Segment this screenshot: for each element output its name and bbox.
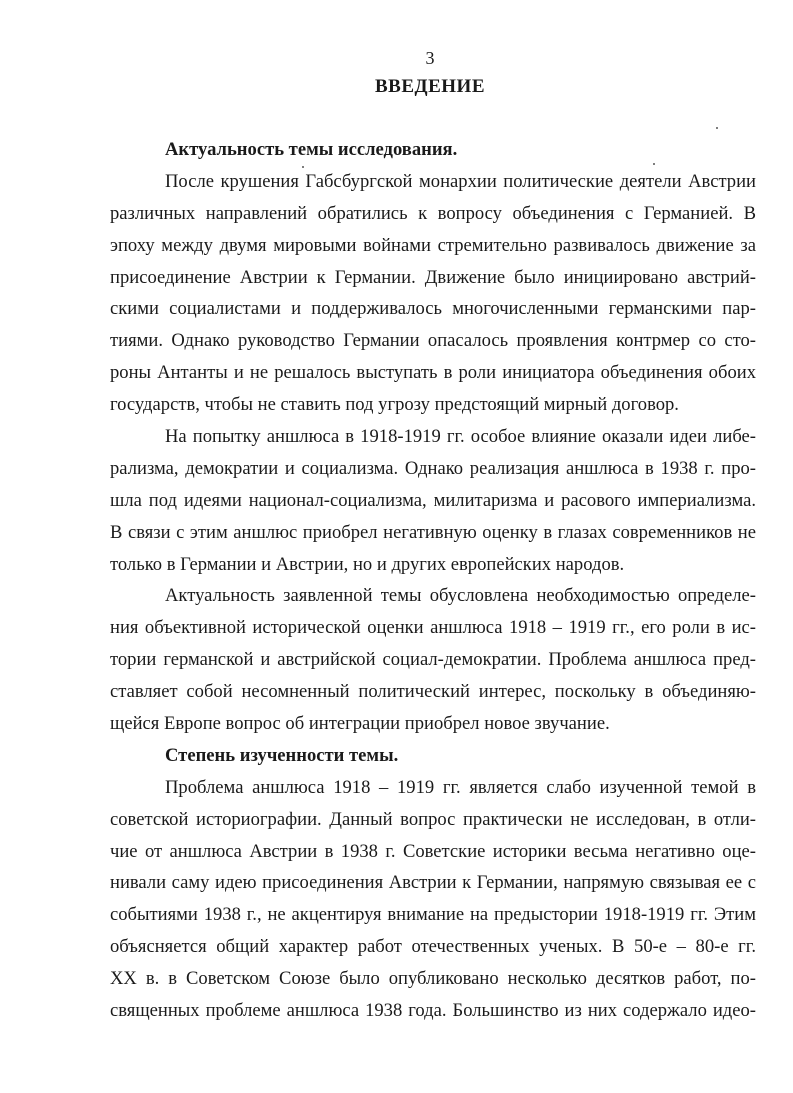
text-line: XX в. в Советском Союзе было опубликовано несколько десятков работ, по- xyxy=(110,968,756,990)
text-line: различных направлений обратились к вопросу объединения с Германией. В xyxy=(110,202,756,224)
text-line: ставляет собой несомненный политический интерес, поскольку в объединяю- xyxy=(110,681,756,703)
text-line: тории германской и австрийской социал-демократии. Проблема аншлюса пред- xyxy=(110,649,756,671)
text-line: После крушения Габсбургской монархии политические деятели Австрии xyxy=(165,170,756,192)
text-line: ния объективной исторической оценки аншлюса 1918 – 1919 гг., его роли в ис- xyxy=(110,617,756,639)
text-line: советской историографии. Данный вопрос практически не исследован, в отли- xyxy=(110,808,756,830)
text-line: скими социалистами и поддерживалось многочисленными германскими пар- xyxy=(110,298,756,320)
text-line: В связи с этим аншлюс приобрел негативную оценку в глазах современников не xyxy=(110,521,756,543)
text-line: рализма, демократии и социализма. Однако реализация аншлюса в 1938 г. про- xyxy=(110,457,756,479)
page-number: 3 xyxy=(425,48,435,68)
text-line: чие от аншлюса Австрии в 1938 г. Советские историки весьма негативно оце- xyxy=(110,840,756,862)
text-line: государств, чтобы не ставить под угрозу предстоящий мирный договор. xyxy=(110,394,679,416)
text-line: эпоху между двумя мировыми войнами стремительно развивалось движение за xyxy=(110,234,756,256)
text-line: только в Германии и Австрии, но и других европейских народов. xyxy=(110,553,625,575)
text-line: священных проблеме аншлюса 1938 года. Большинство из них содержало идео- xyxy=(110,1000,756,1022)
body-text xyxy=(110,134,756,1027)
text-line: тиями. Однако руководство Германии опасалось проявления контрмер со сто- xyxy=(110,330,756,352)
text-line: На попытку аншлюса в 1918-1919 гг. особое влияние оказали идеи либе- xyxy=(165,426,756,448)
text-line: событиями 1938 г., не акцентируя внимание на предыстории 1918-1919 гг. Этим xyxy=(110,904,756,926)
text-line: шла под идеями национал-социализма, милитаризма и расового империализма. xyxy=(110,489,756,511)
page-title: ВВЕДЕНИЕ xyxy=(375,76,485,97)
text-line: нивали саму идею присоединения Австрии к Германии, напрямую связывая ее с xyxy=(110,872,756,894)
text-line: присоединение Австрии к Германии. Движение было инициировано австрий- xyxy=(110,266,756,288)
text-line: Проблема аншлюса 1918 – 1919 гг. является слабо изученной темой в xyxy=(165,776,756,798)
text-line: щейся Европе вопрос об интеграции приобрел новое звучание. xyxy=(110,713,610,735)
scan-speck xyxy=(716,127,718,129)
text-line: Актуальность заявленной темы обусловлена необходимостью определе- xyxy=(165,585,756,607)
text-line: роны Антанты и не решалось выступать в роли инициатора объединения обоих xyxy=(110,362,756,384)
section-heading-relevance: Актуальность темы исследования. xyxy=(165,139,458,160)
section-heading-study: Степень изученности темы. xyxy=(165,744,399,766)
text-line: объясняется общий характер работ отечественных ученых. В 50-е – 80-е гг. xyxy=(110,936,756,958)
